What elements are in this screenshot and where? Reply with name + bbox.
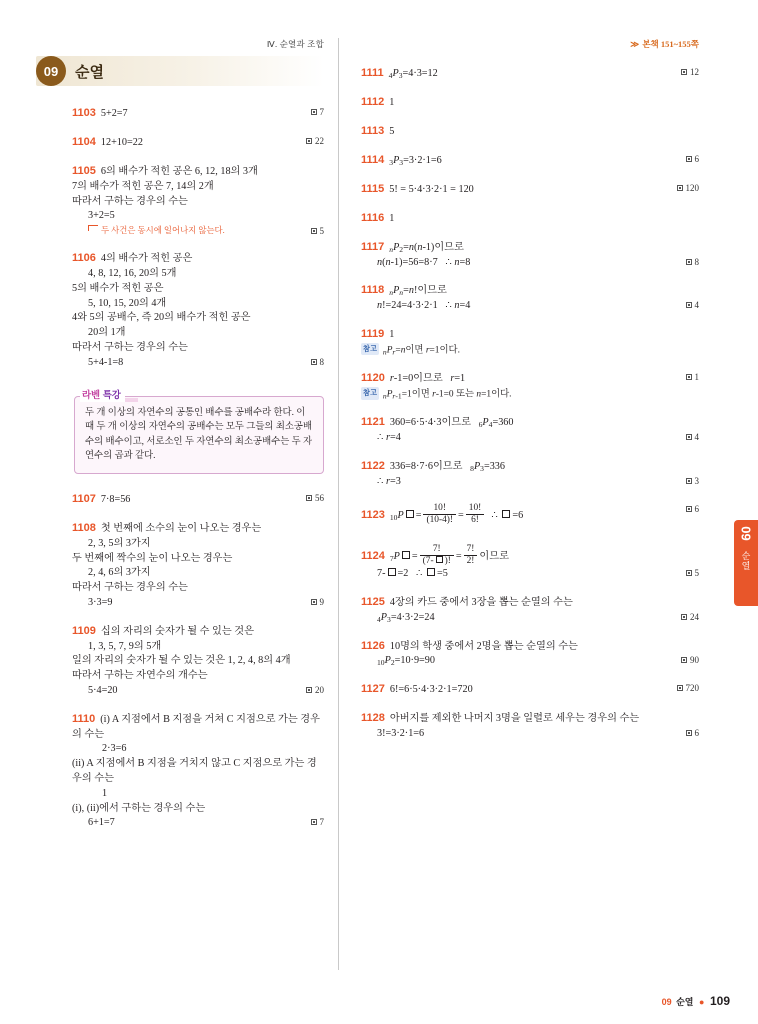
problem-number: 1128 xyxy=(361,712,385,725)
answer-square-icon xyxy=(311,228,317,234)
arrow-icon: ≫ xyxy=(630,39,640,49)
solution-line: 5, 10, 15, 20의 4개 xyxy=(88,297,167,309)
side-tab-number: 09 xyxy=(738,526,754,541)
answer-square-icon xyxy=(681,69,687,75)
answer-square-icon xyxy=(681,614,687,620)
problem-number: 1103 xyxy=(72,107,96,119)
problem-body: 1 xyxy=(389,329,395,341)
solution-line: (i) A 지점에서 B 지점을 거쳐 C 지점으로 가는 경우의 수는 xyxy=(72,713,320,740)
solution-line: 9 3·3=9 xyxy=(88,596,324,608)
answer-badge: 56 xyxy=(306,492,324,505)
solution-line: 5 7- =2 ∴ =5 xyxy=(377,568,699,579)
problem-number: 1107 xyxy=(72,492,96,505)
problem-number: 1120 xyxy=(361,372,385,385)
problem-number: 1123 xyxy=(361,508,385,521)
problem-number: 1118 xyxy=(361,284,385,297)
solution-line: 3+2=5 xyxy=(88,210,115,222)
note-tag: 참고 xyxy=(361,343,379,355)
problem-number: 1106 xyxy=(72,252,96,265)
solution-line: 첫 번째에 소수의 눈이 나오는 경우는 xyxy=(100,522,262,534)
problem-number: 1111 xyxy=(361,67,384,79)
answer-square-icon xyxy=(677,185,683,191)
solution-line: 1 xyxy=(102,787,108,799)
problem-number: 1126 xyxy=(361,639,385,652)
problem-1118 xyxy=(361,283,699,314)
answer-badge: 5 xyxy=(311,225,325,238)
solution-line: 4, 8, 12, 16, 20의 5개 xyxy=(88,268,177,280)
special-lecture-box xyxy=(74,385,324,474)
note-tag: 참고 xyxy=(361,387,379,399)
problem-number: 1127 xyxy=(361,683,385,696)
solution-line: r-1=0이므로 r=1 xyxy=(389,373,466,385)
solution-line: 따라서 구하는 자연수의 개수는 xyxy=(72,670,208,682)
solution-line: 두 번째에 짝수의 눈이 나오는 경우는 xyxy=(72,552,233,564)
answer-badge: 720 xyxy=(677,682,700,695)
blank-box-icon xyxy=(388,568,396,576)
solution-line: 7 6+1=7 xyxy=(88,817,324,829)
solution-line: 일의 자리의 숫자가 될 수 있는 것은 1, 2, 4, 8의 4개 xyxy=(72,655,291,667)
answer-badge: 90 xyxy=(681,654,699,667)
blank-box-icon xyxy=(502,510,510,518)
page-footer xyxy=(662,994,730,1008)
answer-square-icon xyxy=(686,374,692,380)
answer-badge: 24 xyxy=(681,611,699,624)
answer-badge: 120 xyxy=(677,182,700,195)
column-divider xyxy=(338,38,339,970)
solution-line: 따라서 구하는 경우의 수는 xyxy=(72,582,188,594)
answer-square-icon xyxy=(686,434,692,440)
blank-box-icon xyxy=(406,510,414,518)
solution-line: 5의 배수가 적힌 공은 xyxy=(72,282,164,294)
solution-line: $_7$P = $\frac{7!}{(7- )!}$ = $\frac{7!}{2!}$ 이므로 xyxy=(389,543,509,566)
answer-square-icon xyxy=(686,506,692,512)
problem-1109 xyxy=(72,624,324,699)
problem-number: 1109 xyxy=(72,624,96,637)
answer-badge: 6 xyxy=(686,153,700,166)
footer-chapter-number: 09 xyxy=(661,997,672,1007)
answer-badge: 9 xyxy=(311,596,325,609)
blank-box-icon xyxy=(427,568,435,576)
answer-square-icon xyxy=(311,359,317,365)
problem-number: 1121 xyxy=(361,416,385,429)
problem-1126 xyxy=(361,639,699,670)
problem-number: 1113 xyxy=(361,124,385,137)
solution-line: $_nP_n=n$!이므로 xyxy=(389,285,447,298)
problem-number: 1104 xyxy=(72,135,96,148)
solution-line: 2, 3, 5의 3가지 xyxy=(88,537,151,549)
problem-body: $_3P_3=3\cdot 2\cdot 1=6$ xyxy=(389,154,442,167)
solution-line: $_{10}$P = $\frac{10!}{(10-4)!}$ = $\frac{10!}{6!}$ ∴ =6 xyxy=(389,502,524,525)
problem-body: 1 xyxy=(389,96,395,108)
two-column-layout xyxy=(28,38,730,970)
solution-line: (i), (ii)에서 구하는 경우의 수는 xyxy=(72,802,206,814)
red-annotation: 두 사건은 동시에 일어나지 않는다. 5 xyxy=(72,225,324,237)
solution-line: 10명의 학생 중에서 2명을 뽑는 순열의 수는 xyxy=(389,640,578,652)
answer-square-icon xyxy=(311,599,317,605)
problem-number: 1119 xyxy=(361,328,385,341)
problem-body: 6!=6·5·4·3·2·1=720 xyxy=(389,684,473,696)
problem-1105 xyxy=(72,164,324,238)
solution-line: 아버지를 제외한 나머지 3명을 일렬로 세우는 경우의 수는 xyxy=(389,713,640,725)
answer-square-icon xyxy=(311,109,317,115)
answer-square-icon xyxy=(686,302,692,308)
problem-1125 xyxy=(361,595,699,626)
answer-badge: 8 xyxy=(311,356,325,369)
problem-1122 xyxy=(361,459,699,490)
problem-number: 1124 xyxy=(361,549,385,562)
note-line: 참고 $_nP_{r-1}=1$이면 r-1=0 또는 n=1이다. xyxy=(363,388,512,401)
problem-1114 xyxy=(361,153,699,169)
problem-1121 xyxy=(361,415,699,446)
problem-number: 1125 xyxy=(361,595,385,608)
footer-chapter-name: 순열 xyxy=(676,997,694,1007)
solution-line: 4 ∴ r=4 xyxy=(377,432,699,444)
problem-1119 xyxy=(361,327,699,358)
answer-badge: 6 xyxy=(686,727,700,740)
solution-line: 따라서 구하는 경우의 수는 xyxy=(72,342,188,354)
problem-number: 1110 xyxy=(72,712,96,725)
right-column xyxy=(351,38,699,970)
problem-1124 xyxy=(361,544,699,582)
side-tab-label: 순열 xyxy=(740,551,751,571)
note-line: 참고 $_nP_r=n$이면 r=1이다. xyxy=(363,344,460,357)
problem-1128 xyxy=(361,711,699,742)
answer-badge: 20 xyxy=(306,684,324,697)
answer-square-icon xyxy=(686,156,692,162)
problem-body: 1 xyxy=(389,212,395,224)
chapter-label: Ⅳ. 순열과 조합 xyxy=(266,39,324,49)
problem-1104 xyxy=(72,135,324,151)
problem-body: 5+2=7 xyxy=(100,108,128,119)
solution-line: 6 3!=3·2·1=6 xyxy=(377,728,699,740)
answer-badge: 5 xyxy=(686,567,700,580)
problem-number: 1117 xyxy=(361,240,385,253)
solution-line: 24 $_4P_3=4\cdot 3\cdot 2=24$ xyxy=(377,611,699,624)
problem-1117 xyxy=(361,240,699,271)
answer-square-icon xyxy=(686,570,692,576)
solution-line: 4 n!=24=4·3·2·1 ∴ n=4 xyxy=(377,300,699,312)
problem-body: 5! = 5·4·3·2·1 = 120 xyxy=(389,183,474,195)
problem-1120 xyxy=(361,371,699,402)
answer-square-icon xyxy=(681,657,687,663)
solution-line: 336=8·7·6이므로 $_8P_3=336$ xyxy=(389,460,505,474)
problem-1111 xyxy=(361,66,699,82)
answer-badge: 6 xyxy=(686,503,700,516)
answer-square-icon xyxy=(311,819,317,825)
solution-line: 따라서 구하는 경우의 수는 xyxy=(72,195,188,207)
problem-body: 7·8=56 xyxy=(100,493,131,505)
answer-square-icon xyxy=(306,687,312,693)
problem-1108 xyxy=(72,521,324,611)
solution-line: $_nP_2=n(n-1)$이므로 xyxy=(389,241,464,254)
problem-1110 xyxy=(72,712,324,831)
answer-square-icon xyxy=(306,138,312,144)
problem-number: 1116 xyxy=(361,211,385,224)
solution-line: 90 $_{10}P_2=10\cdot 9=90$ xyxy=(377,655,699,668)
solution-line: 2·3=6 xyxy=(102,743,127,755)
answer-badge: 7 xyxy=(311,816,325,829)
solution-line: 3 ∴ r=3 xyxy=(377,475,699,487)
problem-1127 xyxy=(361,682,699,698)
problem-body: 12+10=22 xyxy=(100,136,143,148)
special-lecture-text: 두 개 이상의 자연수의 공통인 배수를 공배수라 한다. 이때 두 개 이상의 자연수의 공배수는 모두 그들의 최소공배수의 배수이고, 서로소인 두 자연수의 최소공배수는 두 자연수의 곱과 같다. xyxy=(74,396,324,474)
footer-dot-icon: ● xyxy=(699,997,705,1007)
problem-1107 xyxy=(72,492,324,508)
problem-1116 xyxy=(361,211,699,227)
problem-number: 1112 xyxy=(361,95,385,108)
answer-square-icon xyxy=(306,495,312,501)
solution-line: 8 n(n-1)=56=8·7 ∴ n=8 xyxy=(377,256,699,268)
problem-1112 xyxy=(361,95,699,111)
solution-line: 20의 1개 xyxy=(88,327,126,339)
answer-badge: 4 xyxy=(686,299,700,312)
problem-1113 xyxy=(361,124,699,140)
special-lecture-tab: 라벤 특강 xyxy=(80,387,125,402)
solution-line: (ii) A 지점에서 B 지점을 거치지 않고 C 지점으로 가는 경우의 수는 xyxy=(72,758,317,785)
answer-square-icon xyxy=(686,259,692,265)
problem-1123 xyxy=(361,503,699,526)
problem-number: 1105 xyxy=(72,164,96,177)
solution-line: 20 5·4=20 xyxy=(88,684,324,696)
answer-square-icon xyxy=(686,478,692,484)
reference-label: ≫ 본책 151~155쪽 xyxy=(630,39,699,49)
solution-line: 6의 배수가 적힌 공은 6, 12, 18의 3개 xyxy=(100,165,258,177)
callout-hook-icon xyxy=(88,225,98,231)
solution-line: 십의 자리의 숫자가 될 수 있는 것은 xyxy=(100,625,254,637)
solution-line: 4의 배수가 적힌 공은 xyxy=(100,253,193,265)
left-column xyxy=(28,38,338,970)
answer-square-icon xyxy=(677,685,683,691)
problem-1115 xyxy=(361,182,699,198)
problem-body: $_4P_3=4\cdot 3=12$ xyxy=(388,68,438,81)
answer-badge: 3 xyxy=(686,475,700,488)
problem-number: 1122 xyxy=(361,459,385,472)
section-title: 순열 xyxy=(75,63,104,81)
answer-square-icon xyxy=(686,730,692,736)
solution-line: 8 5+4-1=8 xyxy=(88,356,324,368)
answer-badge: 4 xyxy=(686,431,700,444)
problem-number: 1114 xyxy=(361,153,385,166)
section-number-badge: 09 xyxy=(36,56,66,86)
problem-number: 1115 xyxy=(361,182,385,195)
footer-page-number: 109 xyxy=(709,994,730,1008)
solution-line: 4장의 카드 중에서 3장을 뽑는 순열의 수는 xyxy=(389,596,573,608)
solution-line: 2, 4, 6의 3가지 xyxy=(88,567,151,579)
side-chapter-tab xyxy=(734,520,758,606)
solution-line: 360=6·5·4·3이므로 $_6P_4=360$ xyxy=(389,417,514,430)
problem-number: 1108 xyxy=(72,521,96,534)
section-title-bar xyxy=(36,56,324,86)
solution-line: 4와 5의 공배수, 즉 20의 배수가 적힌 공은 xyxy=(72,312,251,324)
answer-badge: 1 xyxy=(686,371,700,384)
blank-box-icon xyxy=(402,551,410,559)
problem-1103 xyxy=(72,106,324,122)
solution-line: 7의 배수가 적힌 공은 7, 14의 2개 xyxy=(72,180,214,192)
problem-1106 xyxy=(72,251,324,370)
problem-body: 5 xyxy=(389,125,395,137)
answer-badge: 7 xyxy=(311,106,325,119)
answer-badge: 8 xyxy=(686,256,700,269)
answer-badge: 12 xyxy=(681,66,699,79)
solution-line: 1, 3, 5, 7, 9의 5개 xyxy=(88,640,162,652)
answer-badge: 22 xyxy=(306,135,324,148)
